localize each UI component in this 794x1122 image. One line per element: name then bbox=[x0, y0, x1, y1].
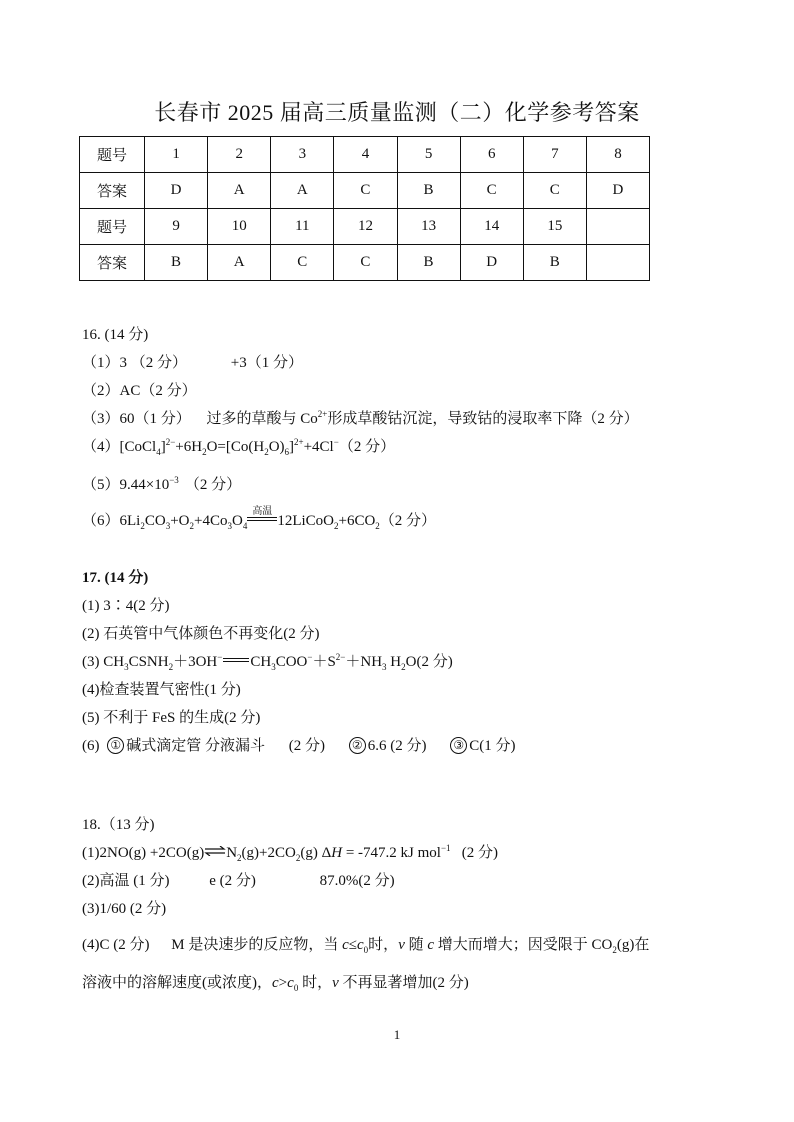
table-cell: 3 bbox=[271, 137, 334, 173]
q17-part6: (6) ① 碱式滴定管 分液漏斗 (2 分) ② 6.6 (2 分) ③ C(1 分) bbox=[82, 738, 516, 754]
q18-part2-c: 87.0%(2 分) bbox=[319, 873, 395, 889]
q16-part1-a: （1）3 （2 分） bbox=[82, 355, 188, 371]
q16-part5: $(5)9.44\times 10^{-3}$ （2 分） bbox=[82, 475, 242, 493]
q18-part2-b: e (2 分) bbox=[209, 873, 256, 889]
table-cell: B bbox=[397, 245, 460, 281]
q18-part4-cont: 溶液中的溶解速度(或浓度)，$c>c_0$ 时，v 不再显著增加(2 分) bbox=[82, 975, 469, 993]
table-cell: B bbox=[145, 245, 208, 281]
table-cell: 4 bbox=[334, 137, 397, 173]
table-cell bbox=[586, 209, 649, 245]
table-cell: C bbox=[460, 173, 523, 209]
q16-part5-score: （2 分） bbox=[184, 477, 242, 493]
q16-header: 16. (14 分) bbox=[82, 327, 149, 343]
q17-part2: (2) 石英管中气体颜色不再变化(2 分) bbox=[82, 626, 320, 642]
table-cell: B bbox=[397, 173, 460, 209]
table-row bbox=[80, 209, 650, 245]
row-header-answer: 答案 bbox=[80, 245, 145, 281]
answer-table bbox=[79, 136, 650, 281]
q18-part2 bbox=[82, 869, 395, 890]
q18-part4: (4)C (2 分) M 是决速步的反应物，当 $c\le c_0$时，v 随 c 增大而增大；因受限于 $CO_2(g)$在 bbox=[82, 937, 650, 955]
page-title: 长春市 2025 届高三质量监测（二）化学参考答案 bbox=[154, 100, 640, 125]
q16-part1 bbox=[82, 351, 303, 372]
q17-part4: (4)检查装置气密性(1 分) bbox=[82, 682, 241, 698]
row-header-answer: 答案 bbox=[80, 173, 145, 209]
q16-part5-label: （5） bbox=[82, 477, 120, 493]
q16-part4: $(4)[CoCl_4]^{2-}+6H_2O=[Co(H_2O)_6]^{2+}+4Cl^-(2$ 分） bbox=[82, 437, 396, 457]
q17-part6-c: C(1 分) bbox=[469, 738, 516, 754]
circled-number-3: ③ bbox=[450, 737, 467, 754]
table-cell: 10 bbox=[208, 209, 271, 245]
q18-part1: (1)2NO(g) +2CO(g) $N_2(g)+2CO_2(g) \Delta H = -747.2$ kJ mol$^{-1}$ (2 分) bbox=[82, 843, 499, 863]
table-cell bbox=[586, 245, 649, 281]
table-cell: A bbox=[208, 245, 271, 281]
table-row bbox=[80, 245, 650, 281]
table-cell: 15 bbox=[523, 209, 586, 245]
q18-part2-a: (2)高温 (1 分) bbox=[82, 873, 170, 889]
table-cell: 9 bbox=[145, 209, 208, 245]
equilibrium-arrow-icon bbox=[204, 846, 226, 856]
table-cell: 6 bbox=[460, 137, 523, 173]
q17-part6-a: 碱式滴定管 分液漏斗 bbox=[126, 738, 266, 754]
table-cell: C bbox=[523, 173, 586, 209]
table-cell: D bbox=[586, 173, 649, 209]
table-cell: C bbox=[334, 173, 397, 209]
q18-part4-a: (4)C (2 分) bbox=[82, 937, 150, 953]
q16-part6: $(6)6Li_2CO_3+O_2+4Co_3O_4$ 高温 $12LiCoO_2+6CO_2(2$ 分） bbox=[82, 506, 437, 531]
table-cell: 11 bbox=[271, 209, 334, 245]
table-cell: 8 bbox=[586, 137, 649, 173]
reaction-condition: 高温 bbox=[247, 513, 277, 530]
q17-part5: (5) 不利于 FeS 的生成(2 分) bbox=[82, 710, 261, 726]
table-cell: C bbox=[334, 245, 397, 281]
table-cell: D bbox=[460, 245, 523, 281]
page-number: 1 bbox=[393, 1027, 401, 1042]
row-header-question: 题号 bbox=[80, 137, 145, 173]
table-cell: 1 bbox=[145, 137, 208, 173]
table-cell: 7 bbox=[523, 137, 586, 173]
q18-part3: (3)1/60 (2 分) bbox=[82, 901, 167, 917]
table-row bbox=[80, 137, 650, 173]
q17-part1: (1) 3∶4(2 分) bbox=[82, 598, 170, 614]
table-cell: A bbox=[208, 173, 271, 209]
table-cell: A bbox=[271, 173, 334, 209]
q16-part3-b: 过多的草酸与 $Co^{2+}$形成草酸钴沉淀，导致钴的浸取率下降（2 分） bbox=[206, 409, 639, 427]
q18-header: 18.（13 分) bbox=[82, 817, 155, 833]
table-cell: C bbox=[271, 245, 334, 281]
table-cell: 12 bbox=[334, 209, 397, 245]
circled-number-2: ② bbox=[349, 737, 366, 754]
q16-part3 bbox=[82, 407, 639, 428]
table-cell: B bbox=[523, 245, 586, 281]
circled-number-1: ① bbox=[107, 737, 124, 754]
q16-part1-b: +3（1 分） bbox=[230, 355, 303, 371]
q16-part3-a: （3）60（1 分） bbox=[82, 411, 191, 427]
q17-part3: (3) $CH_3CSNH_2+3OH^-$ $CH_3COO^-+S^{2-}+NH_3$ $H_2O(2$ 分) bbox=[82, 652, 453, 672]
q17-part6-b: 6.6 (2 分) bbox=[367, 738, 427, 754]
q17-part6-a-score: (2 分) bbox=[288, 738, 326, 754]
q17-header: 17. (14 分) bbox=[82, 570, 149, 586]
table-row bbox=[80, 173, 650, 209]
table-cell: 14 bbox=[460, 209, 523, 245]
table-cell: 2 bbox=[208, 137, 271, 173]
table-cell: D bbox=[145, 173, 208, 209]
row-header-question: 题号 bbox=[80, 209, 145, 245]
table-cell: 13 bbox=[397, 209, 460, 245]
table-cell: 5 bbox=[397, 137, 460, 173]
q16-part2: （2）AC（2 分） bbox=[82, 383, 197, 399]
